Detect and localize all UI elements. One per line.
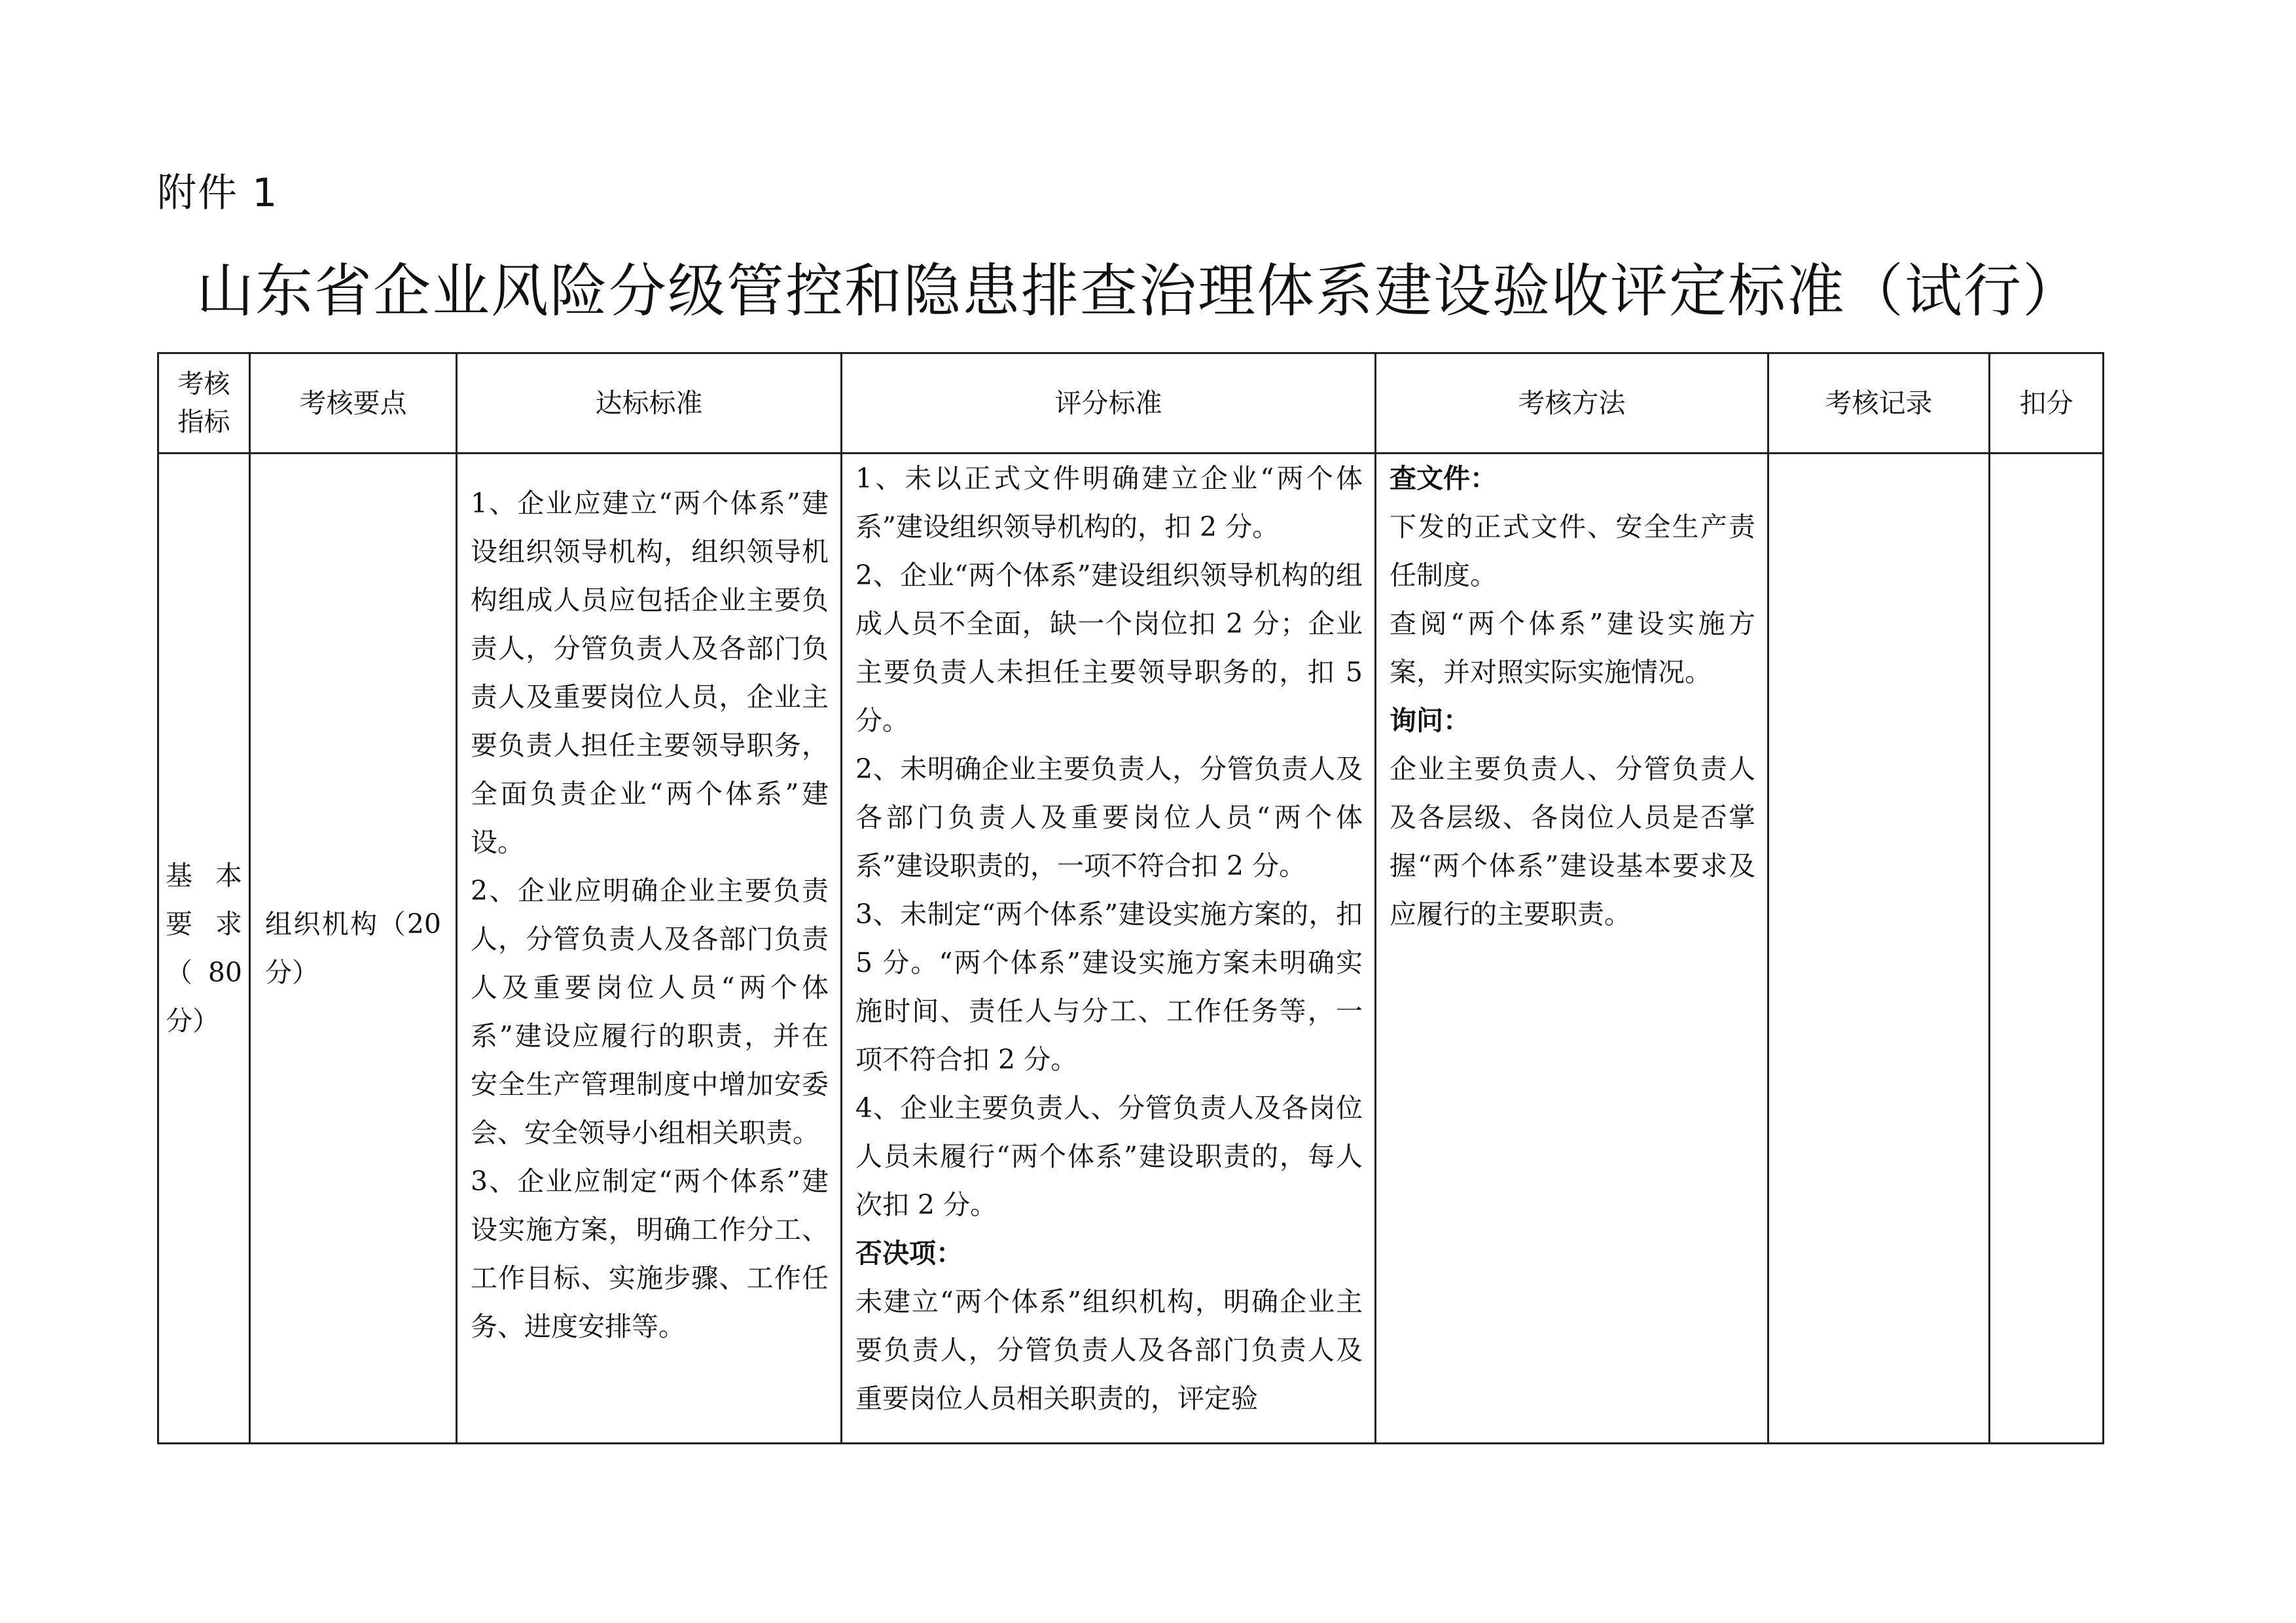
document-title: 山东省企业风险分级管控和隐患排查治理体系建设验收评定标准（试行） <box>196 257 2081 325</box>
cell-standard <box>457 454 842 1444</box>
cell-scoring <box>842 454 1376 1444</box>
scoring-item-4: 3、未制定“两个体系”建设实施方案的，扣 5 分。“两个体系”建设实施方案未明确实施时间、责任人与分工、工作任务等，一项不符合扣 2 分。 <box>855 899 1363 1075</box>
scoring-veto-label: 否决项： <box>855 1238 963 1269</box>
method-inquiry-text: 企业主要负责人、分管负责人及各层级、各岗位人员是否掌握“两个体系”建设基本要求及应履行的主要职责。 <box>1390 753 1755 930</box>
method-inquiry-label: 询问： <box>1390 705 1470 736</box>
cell-indicator <box>158 454 250 1444</box>
scoring-item-3: 2、未明确企业主要负责人，分管负责人及各部门负责人及重要岗位人员“两个体系”建设职责的，一项不符合扣 2 分。 <box>855 753 1363 882</box>
scoring-item-2: 2、企业“两个体系”建设组织领导机构的组成人员不全面，缺一个岗位扣 2 分；企业主要负责人未担任主要领导职务的，扣 5 分。 <box>855 560 1363 736</box>
key-point-text: 组织机构（20分） <box>265 908 441 988</box>
method-check-docs-2: 查阅“两个体系”建设实施方案，并对照实际实施情况。 <box>1390 608 1755 688</box>
record-value <box>1769 454 1988 461</box>
table-row <box>158 454 2104 1444</box>
standard-item-3: 3、企业应制定“两个体系”建设实施方案，明确工作分工、工作目标、实施步骤、工作任务、进度安排等。 <box>471 1166 829 1342</box>
standard-item-1: 1、企业应建立“两个体系”建设组织领导机构，组织领导机构组成人员应包括企业主要负责人，分管负责人及各部门负责人及重要岗位人员，企业主要负责人担任主要领导职务，全面负责企业“两个体系”建设。 <box>471 488 829 858</box>
deduction-value <box>1990 454 2102 461</box>
header-scoring: 评分标准 <box>842 353 1376 454</box>
cell-deduction[interactable] <box>1990 454 2104 1444</box>
header-method: 考核方法 <box>1376 353 1768 454</box>
cell-method <box>1376 454 1768 1444</box>
cell-record[interactable] <box>1768 454 1990 1444</box>
scoring-item-5: 4、企业主要负责人、分管负责人及各岗位人员未履行“两个体系”建设职责的，每人次扣 2 分。 <box>855 1092 1363 1221</box>
standard-item-2: 2、企业应明确企业主要负责人，分管负责人及各部门负责人及重要岗位人员“两个体系”建设应履行的职责，并在安全生产管理制度中增加安委会、安全领导小组相关职责。 <box>471 875 829 1149</box>
header-indicator: 考核指标 <box>158 353 250 454</box>
scoring-veto-text: 未建立“两个体系”组织机构，明确企业主要负责人，分管负责人及各部门负责人及重要岗位人员相关职责的，评定验 <box>855 1286 1363 1414</box>
attachment-label: 附件 1 <box>157 170 279 216</box>
header-deduction: 扣分 <box>1990 353 2104 454</box>
indicator-text: 基本要求（80分） <box>166 860 242 1037</box>
header-record: 考核记录 <box>1768 353 1990 454</box>
table-header-row <box>158 353 2104 454</box>
method-check-docs-1: 下发的正式文件、安全生产责任制度。 <box>1390 511 1755 591</box>
scoring-item-1: 1、未以正式文件明确建立企业“两个体系”建设组织领导机构的，扣 2 分。 <box>855 463 1363 543</box>
method-check-docs-label: 查文件： <box>1390 463 1497 494</box>
header-standard: 达标标准 <box>457 353 842 454</box>
assessment-standard-table <box>157 352 2104 1444</box>
cell-key-point <box>250 454 457 1444</box>
header-key-points: 考核要点 <box>250 353 457 454</box>
